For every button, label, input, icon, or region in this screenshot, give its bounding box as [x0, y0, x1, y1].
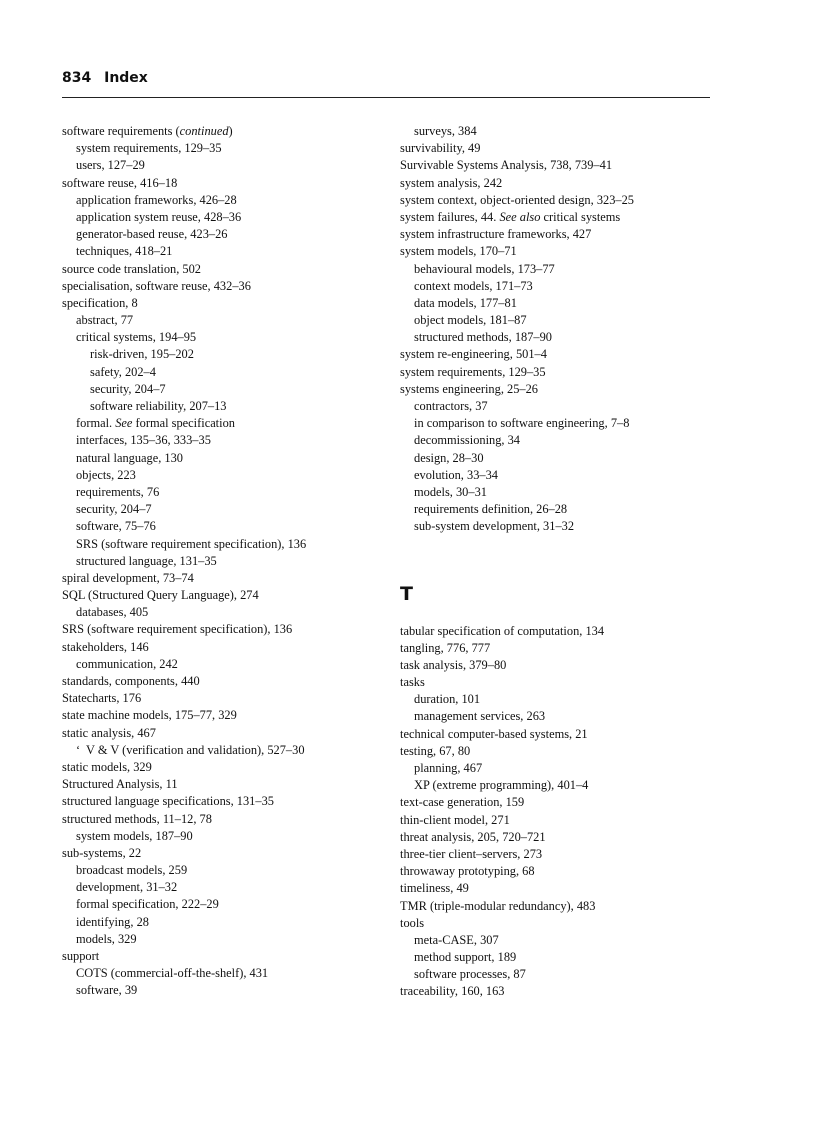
index-subentry: [62, 862, 382, 879]
entry-text: static analysis, 467: [62, 725, 156, 740]
entry-text: system failures, 44.: [400, 209, 500, 224]
index-entry: [400, 915, 720, 932]
index-subentry: [62, 157, 382, 174]
italic-text: continued: [179, 124, 229, 138]
index-subentry: [400, 932, 720, 949]
entry-text: data models, 177–81: [414, 295, 517, 310]
index-entry: [400, 346, 720, 363]
entry-text: survivability, 49: [400, 141, 481, 156]
entry-text: text-case generation, 159: [400, 795, 525, 810]
entry-text: software, 75–76: [76, 519, 156, 534]
index-entry: [400, 226, 720, 243]
entry-text: systems engineering, 25–26: [400, 381, 538, 396]
index-entry: [62, 587, 382, 604]
entry-text: software, 39: [76, 983, 138, 998]
index-entry: [400, 623, 720, 640]
entry-text: SQL (Structured Query Language), 274: [62, 588, 259, 603]
index-entry: [400, 863, 720, 880]
entry-text: identifying, 28: [76, 914, 149, 929]
entry-text: technical computer-based systems, 21: [400, 726, 588, 741]
entry-text: SRS (software requirement specification), 136: [62, 622, 293, 637]
entry-text: testing, 67, 80: [400, 743, 471, 758]
index-subentry: [62, 192, 382, 209]
entry-text: specialisation, software reuse, 432–36: [62, 278, 251, 293]
entry-text: in comparison to software engineering, 7–8: [414, 416, 630, 431]
index-subentry: [400, 295, 720, 312]
index-entry: [400, 812, 720, 829]
index-subentry: [62, 467, 382, 484]
entry-text: generator-based reuse, 423–26: [76, 227, 228, 242]
index-entry: [62, 295, 382, 312]
entry-text: software requirements (: [62, 124, 180, 138]
index-subentry: [62, 398, 382, 415]
index-entry: [400, 743, 720, 760]
entry-text: communication, 242: [76, 656, 178, 671]
right-column: [400, 123, 720, 1001]
index-entry: [400, 898, 720, 915]
index-subentry: [62, 432, 382, 449]
index-subentry: [62, 226, 382, 243]
entry-text: system models, 170–71: [400, 244, 517, 259]
index-entry: [400, 829, 720, 846]
entry-text: requirements definition, 26–28: [414, 502, 568, 517]
entry-text: security, 204–7: [76, 502, 152, 517]
entry-text: development, 31–32: [76, 880, 178, 895]
entry-text: throwaway prototyping, 68: [400, 864, 535, 879]
index-subentry: [62, 501, 382, 518]
index-subentry: [62, 742, 382, 759]
index-subentry: [400, 329, 720, 346]
entry-text: contractors, 37: [414, 399, 488, 413]
index-subentry: [62, 346, 382, 363]
entry-text: sub-system development, 31–32: [414, 519, 575, 534]
entry-text: users, 127–29: [76, 158, 145, 173]
entry-text: models, 329: [76, 931, 137, 946]
entry-text: TMR (triple-modular redundancy), 483: [400, 898, 596, 913]
entry-text: formal specification, 222–29: [76, 897, 219, 912]
entry-text: traceability, 160, 163: [400, 984, 505, 999]
entry-text: system analysis, 242: [400, 175, 503, 190]
index-entry: [62, 690, 382, 707]
running-title: Index: [104, 70, 148, 86]
entry-text: planning, 467: [414, 761, 483, 775]
entry-text: Structured Analysis, 11: [62, 777, 178, 792]
entry-text: application frameworks, 426–28: [76, 192, 237, 207]
index-entry: [62, 261, 382, 278]
entry-text: management services, 263: [414, 709, 546, 724]
index-subentry: [400, 708, 720, 725]
entry-text: spiral development, 73–74: [62, 570, 194, 585]
index-subentry: [400, 501, 720, 518]
index-entry: [400, 880, 720, 897]
entry-text: V & V (verification and validation), 527–30: [86, 742, 305, 757]
index-subentry: [400, 123, 720, 140]
index-entry: [400, 364, 720, 381]
entry-text: task analysis, 379–80: [400, 657, 507, 672]
entry-text: formal.: [76, 416, 116, 431]
index-entry: [400, 846, 720, 863]
index-subentry: [400, 261, 720, 278]
entry-text: system infrastructure frameworks, 427: [400, 227, 592, 242]
entry-text: three-tier client–servers, 273: [400, 846, 543, 861]
index-entry: [62, 621, 382, 638]
entry-text: Survivable Systems Analysis, 738, 739–41: [400, 158, 613, 173]
stray-mark: ‘: [76, 742, 81, 757]
page-number: 834: [62, 70, 92, 86]
index-entry: [400, 640, 720, 657]
entry-text: databases, 405: [76, 605, 149, 620]
index-subentry: [62, 965, 382, 982]
entry-text: specification, 8: [62, 295, 138, 310]
entry-text: natural language, 130: [76, 450, 184, 465]
entry-text: COTS (commercial-off-the-shelf), 431: [76, 966, 269, 981]
entry-text: context models, 171–73: [414, 278, 533, 293]
index-entry: [62, 570, 382, 587]
index-subentry: [62, 484, 382, 501]
entry-text: design, 28–30: [414, 450, 484, 465]
index-subentry: [400, 450, 720, 467]
index-subentry: [400, 432, 720, 449]
entry-text: security, 204–7: [90, 381, 166, 396]
entry-text: state machine models, 175–77, 329: [62, 708, 237, 723]
index-entry: [62, 811, 382, 828]
index-entry: [62, 948, 382, 965]
index-subentry: [400, 691, 720, 708]
entry-text: XP (extreme programming), 401–4: [414, 778, 589, 793]
entry-text: threat analysis, 205, 720–721: [400, 829, 546, 844]
entry-text: broadcast models, 259: [76, 863, 188, 878]
index-entry: [62, 175, 382, 192]
header-rule: [62, 97, 710, 98]
entry-text: method support, 189: [414, 950, 517, 965]
index-subentry: [400, 760, 720, 777]
entry-text: standards, components, 440: [62, 674, 200, 688]
index-entry: [400, 157, 720, 174]
index-subentry: [62, 450, 382, 467]
entry-text: static models, 329: [62, 759, 152, 774]
entry-text: application system reuse, 428–36: [76, 209, 242, 224]
index-subentry: [62, 209, 382, 226]
index-subentry: [62, 518, 382, 535]
index-subentry: [62, 536, 382, 553]
entry-text: sub-systems, 22: [62, 845, 142, 860]
index-entry: [400, 140, 720, 157]
entry-text: evolution, 33–34: [414, 467, 498, 482]
index-entry: [62, 707, 382, 724]
entry-text: structured language, 131–35: [76, 553, 217, 568]
index-subentry: [62, 828, 382, 845]
entry-text: requirements, 76: [76, 484, 160, 499]
index-entry: [400, 674, 720, 691]
entry-text: duration, 101: [414, 692, 481, 707]
index-subentry: [62, 140, 382, 157]
entry-text: system re-engineering, 501–4: [400, 347, 547, 362]
index-subentry: [62, 312, 382, 329]
entry-text: risk-driven, 195–202: [90, 347, 194, 362]
entry-text: stakeholders, 146: [62, 639, 149, 654]
entry-text: object models, 181–87: [414, 313, 527, 328]
entry-text: Statecharts, 176: [62, 691, 142, 706]
index-subentry: [62, 381, 382, 398]
index-subentry: [400, 398, 720, 415]
index-entry: [400, 209, 720, 226]
index-subentry: [62, 879, 382, 896]
index-entry: [62, 845, 382, 862]
entry-text: techniques, 418–21: [76, 244, 173, 259]
entry-text: source code translation, 502: [62, 261, 202, 276]
entry-text: structured language specifications, 131–35: [62, 794, 274, 809]
entry-text: surveys, 384: [414, 124, 477, 138]
entry-text: critical systems: [540, 209, 621, 224]
index-subentry: [400, 777, 720, 794]
index-entry: [400, 381, 720, 398]
index-subentry: [62, 415, 382, 432]
index-entry: [400, 983, 720, 1000]
index-entry: [62, 639, 382, 656]
entry-text: system requirements, 129–35: [400, 364, 546, 379]
index-subentry: [62, 553, 382, 570]
index-subentry: [62, 914, 382, 931]
italic-text: See also: [499, 209, 541, 224]
entry-text: timeliness, 49: [400, 881, 469, 896]
entry-text: SRS (software requirement specification), 136: [76, 536, 307, 551]
entry-text: tasks: [400, 675, 425, 690]
entry-text: system requirements, 129–35: [76, 141, 222, 156]
index-entry: [62, 759, 382, 776]
entry-text: decommissioning, 34: [414, 433, 521, 448]
entry-text: abstract, 77: [76, 313, 134, 328]
entry-text: tabular specification of computation, 134: [400, 623, 605, 638]
index-entry: [400, 243, 720, 260]
page-header: [62, 70, 710, 86]
index-subentry: [62, 329, 382, 346]
index-subentry: [400, 518, 720, 535]
entry-text: formal specification: [132, 416, 235, 431]
index-entry: [400, 192, 720, 209]
entry-text: objects, 223: [76, 467, 136, 482]
index-subentry: [62, 604, 382, 621]
index-entry: [400, 175, 720, 192]
index-entry: [62, 776, 382, 793]
entry-text: behavioural models, 173–77: [414, 261, 555, 276]
index-subentry: [400, 949, 720, 966]
index-entry: [400, 657, 720, 674]
index-subentry: [400, 312, 720, 329]
entry-text: software processes, 87: [414, 967, 526, 982]
entry-text: system models, 187–90: [76, 828, 193, 843]
section-letter-heading: T: [400, 582, 413, 605]
entry-text: structured methods, 11–12, 78: [62, 811, 212, 826]
index-entry: [62, 278, 382, 295]
index-subentry: [400, 966, 720, 983]
entry-text: interfaces, 135–36, 333–35: [76, 433, 211, 448]
index-entry: [400, 794, 720, 811]
entry-text: tools: [400, 915, 425, 930]
index-subentry: [62, 656, 382, 673]
entry-text: system context, object-oriented design, 323–25: [400, 192, 634, 207]
entry-text: critical systems, 194–95: [76, 330, 197, 345]
entry-text: software reliability, 207–13: [90, 399, 227, 413]
index-entry: [62, 123, 382, 140]
entry-text: software reuse, 416–18: [62, 175, 178, 190]
entry-text: thin-client model, 271: [400, 812, 510, 827]
entry-text: tangling, 776, 777: [400, 640, 491, 655]
index-subentry: [400, 467, 720, 484]
index-subentry: [62, 896, 382, 913]
index-subentry: [62, 243, 382, 260]
index-subentry: [62, 364, 382, 381]
index-entry: [62, 673, 382, 690]
entry-text: ): [228, 124, 233, 138]
index-subentry: [400, 278, 720, 295]
index-subentry: [400, 484, 720, 501]
entry-text: structured methods, 187–90: [414, 330, 552, 345]
italic-text: See: [115, 416, 133, 431]
index-entry: [400, 726, 720, 743]
index-subentry: [62, 982, 382, 999]
entry-text: models, 30–31: [414, 484, 487, 499]
index-subentry: [62, 931, 382, 948]
entry-text: meta-CASE, 307: [414, 932, 499, 947]
left-column: [62, 123, 382, 1000]
index-entry: [62, 793, 382, 810]
index-subentry: [400, 415, 720, 432]
index-entry: [62, 725, 382, 742]
entry-text: support: [62, 949, 100, 963]
entry-text: safety, 202–4: [90, 364, 156, 379]
